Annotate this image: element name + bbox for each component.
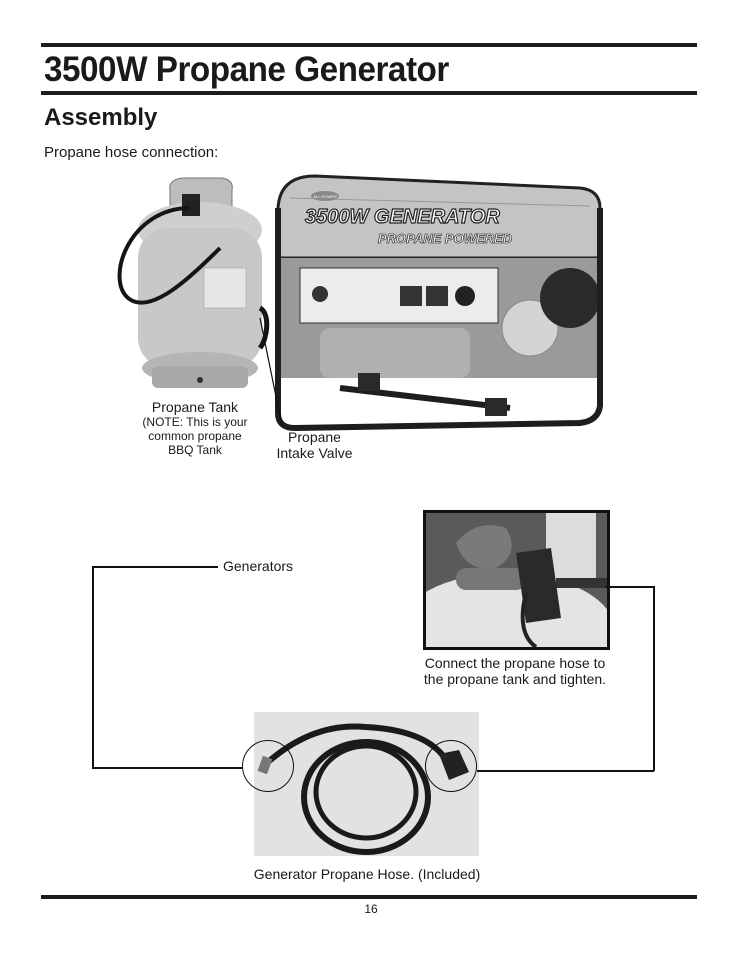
tank-leader-bottom [477, 770, 654, 772]
tank-end-circle [425, 740, 477, 792]
tank-note-line-2: common propane [148, 429, 242, 443]
generators-leader-top [92, 566, 218, 568]
generator-tank-illustration [110, 168, 610, 438]
generator-icon [278, 176, 600, 428]
intro-text: Propane hose connection: [44, 144, 219, 161]
section-heading: Assembly [44, 104, 158, 131]
generator-decal-subtitle: PROPANE POWERED [378, 231, 513, 246]
generator-decal-model: 3500W GENERATOR [305, 206, 500, 228]
connect-caption-line-2: the propane tank and tighten. [423, 671, 607, 687]
connector-illustration [426, 513, 607, 647]
connect-caption-line-1: Connect the propane hose to [424, 655, 606, 671]
tank-leader-vertical [653, 586, 655, 771]
page-number: 16 [364, 902, 378, 916]
propane-tank-icon [120, 178, 267, 388]
top-rule [41, 43, 697, 47]
generator-tank-photo [110, 168, 610, 438]
generator-end-circle [242, 740, 294, 792]
generators-leader-vertical [92, 566, 94, 768]
tank-note-line-1: (NOTE: This is your [142, 415, 248, 429]
tank-note-line-3: BBQ Tank [168, 443, 222, 457]
connect-caption [405, 655, 625, 687]
page-title: 3500W Propane Generator [44, 50, 449, 89]
title-underline-rule [41, 91, 697, 95]
intake-valve-line-2: Intake Valve [276, 445, 353, 461]
intake-valve-label [262, 429, 367, 461]
tank-connector-photo [423, 510, 610, 650]
bottom-rule [41, 895, 697, 899]
tank-label [130, 399, 260, 457]
generator-decal-brand: ALL-POWER [313, 194, 337, 199]
intake-valve-line-1: Propane [288, 429, 341, 445]
tank-label-title: Propane Tank [151, 399, 239, 415]
tank-leader-top [605, 586, 654, 588]
generators-leader-bottom [92, 767, 242, 769]
generators-label: Generators [223, 558, 294, 574]
hose-caption: Generator Propane Hose. (Included) [253, 866, 481, 882]
